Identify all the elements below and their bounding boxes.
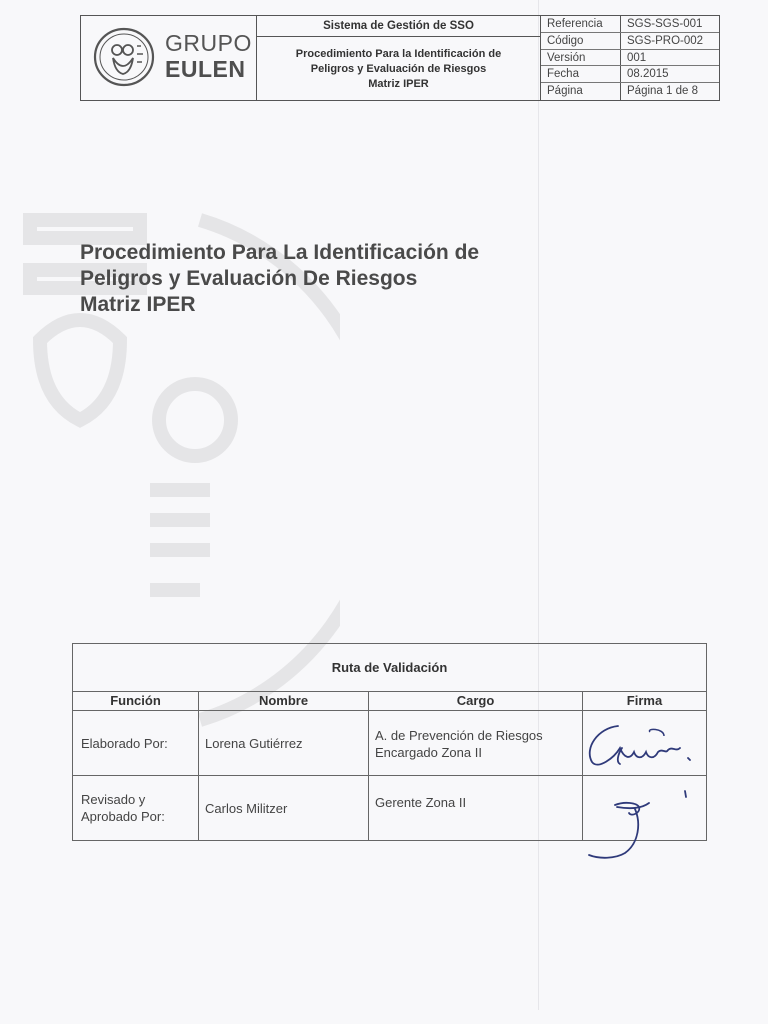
title-line: Matriz IPER [80,293,196,316]
procedure-line: Peligros y Evaluación de Riesgos [310,63,487,75]
document-title [80,240,540,318]
column-divider [368,692,369,840]
funcion-line: Revisado y [81,792,146,807]
signature-lorena [578,718,708,778]
meta-row-referencia [541,16,719,33]
column-header-cargo: Cargo [456,693,495,708]
column-divider [198,692,199,840]
meta-row-version [541,50,719,67]
meta-label: Código [541,33,621,49]
cell-nombre: Carlos Militzer [205,801,288,816]
title-line: Procedimiento Para La Identificación de [80,241,480,264]
document-header [80,15,720,101]
cell-funcion: Elaborado Por: [81,736,168,751]
cargo-line: Encargado Zona II [375,745,482,760]
column-header-nombre: Nombre [258,693,309,708]
procedure-name [257,37,540,92]
validation-table-title: Ruta de Validación [73,644,706,692]
meta-label: Fecha [541,66,621,82]
meta-value: Página 1 de 8 [627,85,698,98]
meta-label: Referencia [541,16,621,32]
cargo-line: A. de Prevención de Riesgos [375,728,543,743]
meta-row-codigo [541,33,719,50]
meta-value: SGS-SGS-001 [627,18,703,30]
system-title: Sistema de Gestión de SSO [257,16,540,37]
meta-value: 001 [627,51,647,64]
cell-nombre: Lorena Gutiérrez [205,736,303,751]
system-cell [257,16,541,100]
funcion-line: Aprobado Por: [81,809,165,824]
cell-cargo [375,727,543,761]
meta-label: Versión [541,50,621,66]
page-fold-line [538,0,539,1010]
column-header-firma: Firma [626,693,663,708]
meta-value: 08.2015 [627,68,669,81]
owl-emblem-icon [93,26,155,88]
cell-funcion [81,791,165,825]
meta-label: Página [541,83,621,100]
column-header-funcion: Función [110,693,161,708]
row-divider [73,710,706,711]
procedure-line: Procedimiento Para la Identificación de [295,48,502,60]
document-metadata [541,16,719,100]
meta-row-pagina [541,83,719,100]
meta-row-fecha [541,66,719,83]
title-line: Peligros y Evaluación De Riesgos [80,267,418,290]
logo-text-grupo: GRUPO [165,30,252,56]
procedure-line: Matriz IPER [368,78,429,90]
cell-cargo: Gerente Zona II [375,795,467,810]
logo-text-eulen: EULEN [165,56,246,82]
company-logo [81,16,257,100]
signature-carlos [585,783,705,865]
meta-value: SGS-PRO-002 [627,34,704,47]
